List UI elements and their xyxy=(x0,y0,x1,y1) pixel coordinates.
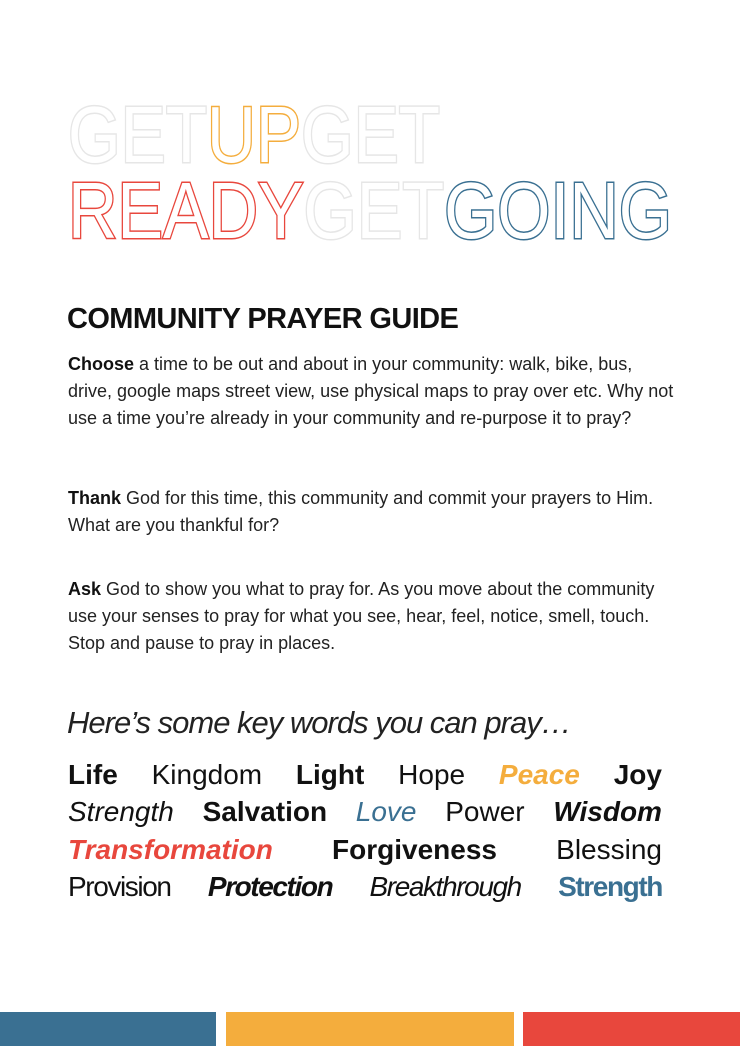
paragraph-choose xyxy=(68,351,678,432)
headline-word: GET xyxy=(303,166,469,252)
keyword: Hope xyxy=(398,759,466,790)
headline-word: READY xyxy=(68,166,344,252)
headline-word: GET xyxy=(300,92,466,179)
keyword: Wisdom xyxy=(553,796,662,827)
keywords-intro: Here’s some key words you can pray… xyxy=(67,705,571,740)
footer-bar-yellow xyxy=(226,1012,514,1046)
footer-bar-blue xyxy=(0,1012,216,1046)
paragraph-lead: Thank xyxy=(68,488,122,508)
keyword: Power xyxy=(445,796,525,827)
paragraph-lead: Choose xyxy=(68,354,135,374)
keyword: Blessing xyxy=(556,834,662,865)
paragraph-text: a time to be out and about in your community: walk, bike, bus, drive, google maps street view, use physical maps to pray over etc. Why not use a time you’re already in your community and re-purpose it to pray? xyxy=(68,354,674,428)
keyword: Forgiveness xyxy=(332,834,497,865)
headline-word: GOING xyxy=(444,166,711,252)
keyword-row xyxy=(68,834,662,872)
keyword: Love xyxy=(355,796,417,827)
headline-text xyxy=(68,166,711,252)
keyword: Peace xyxy=(498,759,580,790)
paragraph-text: God for this time, this community and commit your prayers to Him. What are you thankful for? xyxy=(68,488,654,535)
keyword: Strength xyxy=(68,796,174,827)
keyword: Salvation xyxy=(202,796,328,827)
keyword: Transformation xyxy=(68,834,273,865)
keyword-row xyxy=(68,871,662,909)
keyword: Strength xyxy=(558,871,662,902)
paragraph-lead: Ask xyxy=(68,579,102,599)
headline-word: UP xyxy=(207,92,319,179)
paragraph-thank xyxy=(68,485,678,539)
keyword: Joy xyxy=(613,759,662,790)
footer-bar-red xyxy=(523,1012,740,1046)
paragraph-text: God to show you what to pray for. As you move about the community use your senses to pray for what you see, hear, feel, notice, smell, touch. Stop and pause to pray in places. xyxy=(68,579,655,653)
keyword: Protection xyxy=(207,871,333,902)
page-title: COMMUNITY PRAYER GUIDE xyxy=(67,303,459,335)
keyword: Light xyxy=(295,759,365,790)
keyword: Life xyxy=(68,759,118,790)
keyword-row xyxy=(68,759,662,797)
keyword: Breakthrough xyxy=(369,871,521,902)
headline-line-2 xyxy=(68,166,711,252)
paragraph-ask xyxy=(68,576,678,657)
keyword: Kingdom xyxy=(151,759,263,790)
headline-word: GET xyxy=(68,92,233,179)
headline xyxy=(0,92,740,252)
keyword-row xyxy=(68,796,662,834)
keyword: Provision xyxy=(68,871,171,902)
headline-graphic xyxy=(0,92,740,252)
